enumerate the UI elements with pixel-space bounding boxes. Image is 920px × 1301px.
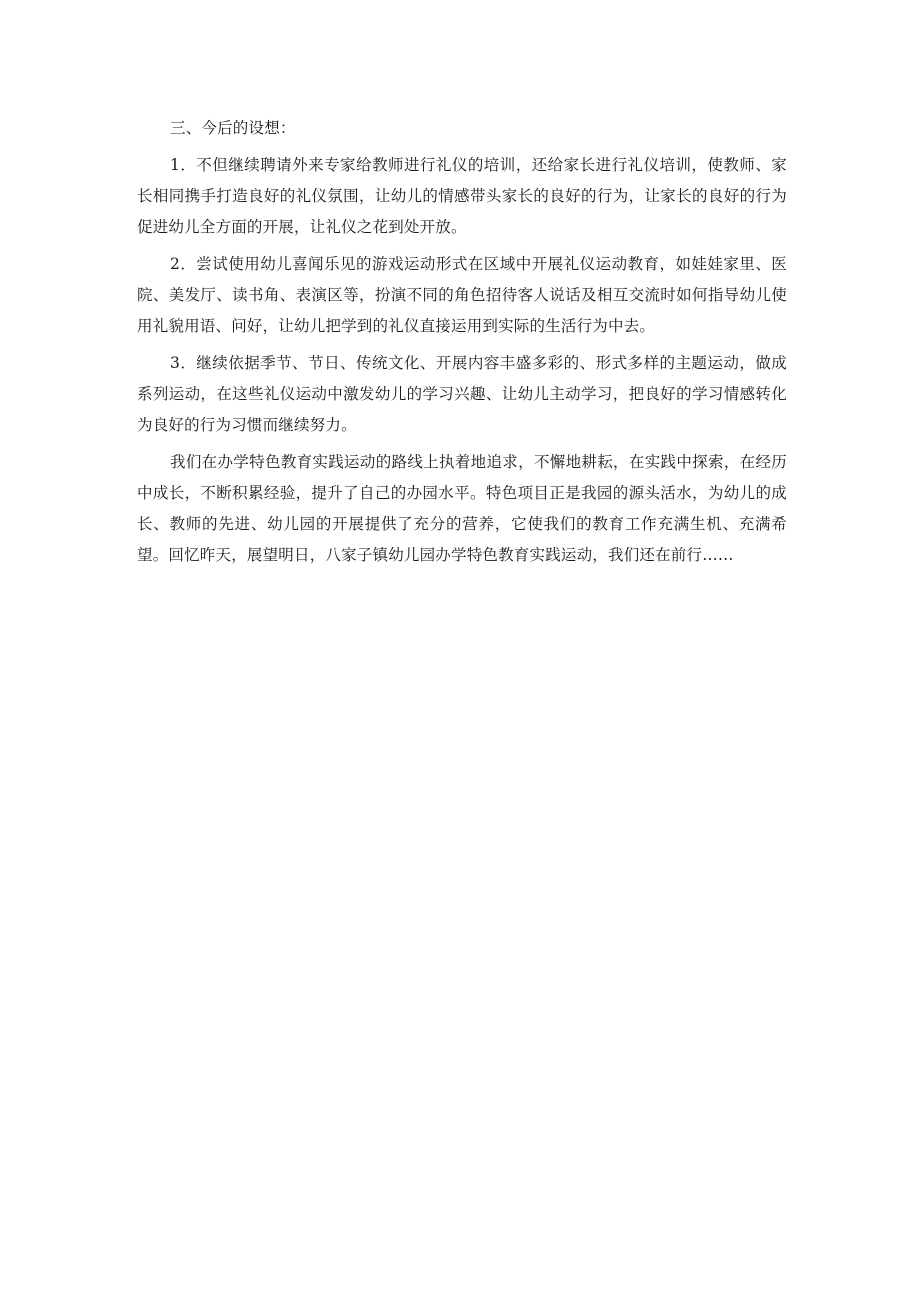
document-body [137,113,787,571]
section-heading: 三、今后的设想： [170,119,296,137]
plan-item-2: 2．尝试使用幼儿喜闻乐见的游戏运动形式在区域中开展礼仪运动教育，如娃娃家里、医院、美发厅、读书角、表演区等，扮演不同的角色招待客人说话及相互交流时如何指导幼儿使用礼貌用语、问好，让幼儿把学到的礼仪直接运用到实际的生活行为中去。 [137,255,787,335]
plan-item-3: 3．继续依据季节、节日、传统文化、开展内容丰盛多彩的、形式多样的主题运动，做成系列运动，在这些礼仪运动中激发幼儿的学习兴趣、让幼儿主动学习，把良好的学习情感转化为良好的行为习惯而继续努力。 [137,354,787,434]
plan-item-1: 1．不但继续聘请外来专家给教师进行礼仪的培训，还给家长进行礼仪培训，使教师、家长相同携手打造良好的礼仪氛围，让幼儿的情感带头家长的良好的行为，让家长的良好的行为促进幼儿全方面的开展，让礼仪之花到处开放。 [137,156,787,236]
closing-paragraph: 我们在办学特色教育实践运动的路线上执着地追求，不懈地耕耘，在实践中探索，在经历中成长，不断积累经验，提升了自己的办园水平。特色项目正是我园的源头活水，为幼儿的成长、教师的先进、幼儿园的开展提供了充分的营养，它使我们的教育工作充满生机、充满希望。回忆昨天，展望明日，八家子镇幼儿园办学特色教育实践运动，我们还在前行…… [137,453,787,564]
